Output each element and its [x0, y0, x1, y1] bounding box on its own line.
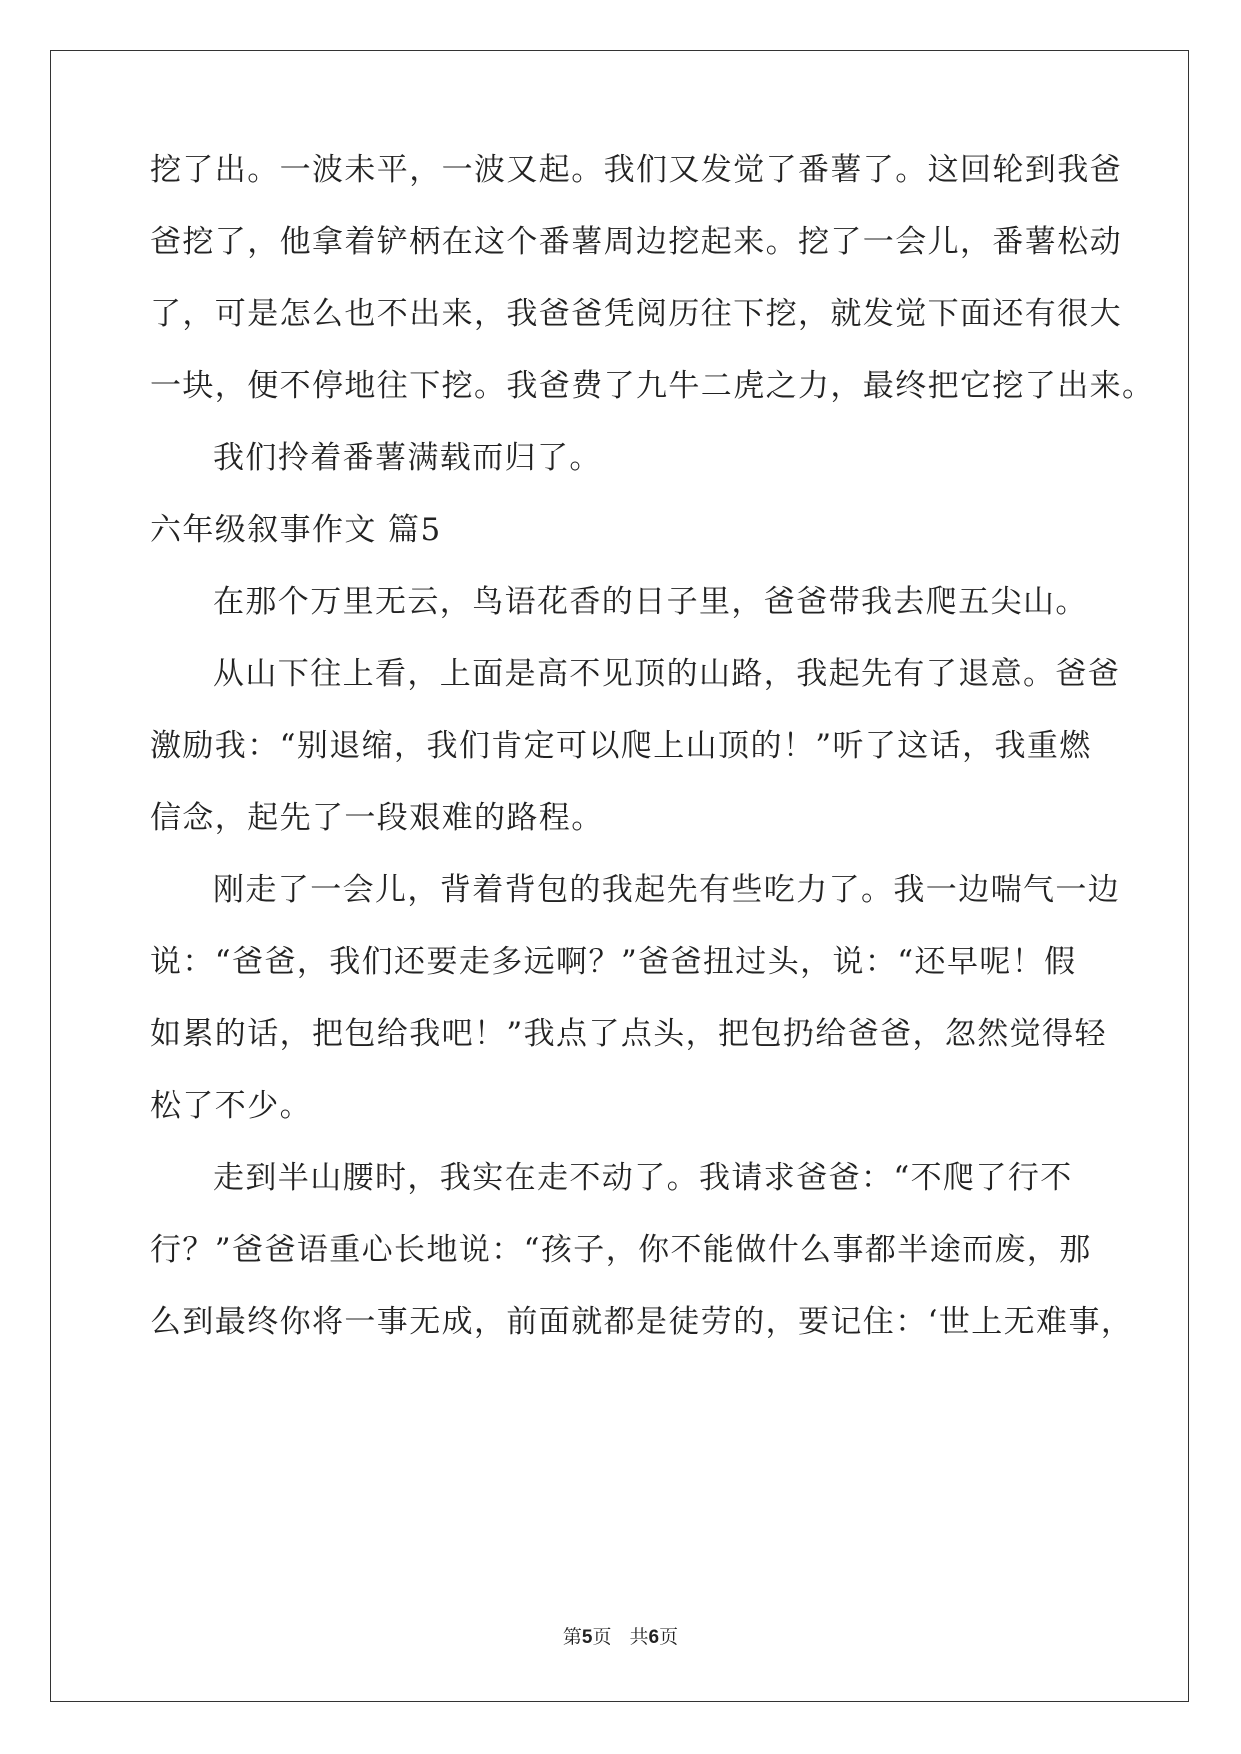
text-line: 爸挖了，他拿着铲柄在这个番薯周边挖起来。挖了一会儿，番薯松动 [150, 224, 1122, 260]
section-heading: 六年级叙事作文 篇5 [150, 512, 442, 548]
footer-total-suffix: 页 [659, 1626, 679, 1648]
footer-prefix: 第 [562, 1626, 582, 1648]
text-line: 如累的话，把包给我吧！”我点了点头，把包扔给爸爸，忽然觉得轻 [150, 1016, 1107, 1052]
text-line: 说：“爸爸，我们还要走多远啊？”爸爸扭过头，说：“还早呢！假 [150, 944, 1077, 980]
text-line: 行？”爸爸语重心长地说：“孩子，你不能做什么事都半途而废，那 [150, 1232, 1092, 1268]
text-line: 松了不少。 [150, 1088, 312, 1124]
text-line: 走到半山腰时，我实在走不动了。我请求爸爸：“不爬了行不 [213, 1160, 1073, 1196]
text-line: 激励我：“别退缩，我们肯定可以爬上山顶的！”听了这话，我重燃 [150, 728, 1092, 764]
text-line: 挖了出。一波未平，一波又起。我们又发觉了番薯了。这回轮到我爸 [150, 152, 1122, 188]
text-line: 从山下往上看，上面是高不见顶的山路，我起先有了退意。爸爸 [213, 656, 1121, 692]
footer-total-prefix: 共 [629, 1626, 649, 1648]
text-line: 么到最终你将一事无成，前面就都是徒劳的，要记住：‘世上无难事， [150, 1304, 1134, 1340]
text-line: 我们拎着番薯满载而归了。 [213, 440, 602, 476]
text-line: 刚走了一会儿，背着背包的我起先有些吃力了。我一边喘气一边 [213, 872, 1121, 908]
text-line: 了，可是怎么也不出来，我爸爸凭阅历往下挖，就发觉下面还有很大 [150, 296, 1122, 332]
footer-total-pages: 6 [648, 1627, 660, 1648]
page-footer [0, 1622, 1241, 1649]
text-line: 在那个万里无云，鸟语花香的日子里，爸爸带我去爬五尖山。 [213, 584, 1088, 620]
footer-page-suffix: 页 [592, 1626, 612, 1648]
text-line: 信念，起先了一段艰难的路程。 [150, 800, 604, 836]
text-line: 一块，便不停地往下挖。我爸费了九牛二虎之力，最终把它挖了出来。 [150, 368, 1155, 404]
footer-page-number: 5 [581, 1627, 593, 1648]
